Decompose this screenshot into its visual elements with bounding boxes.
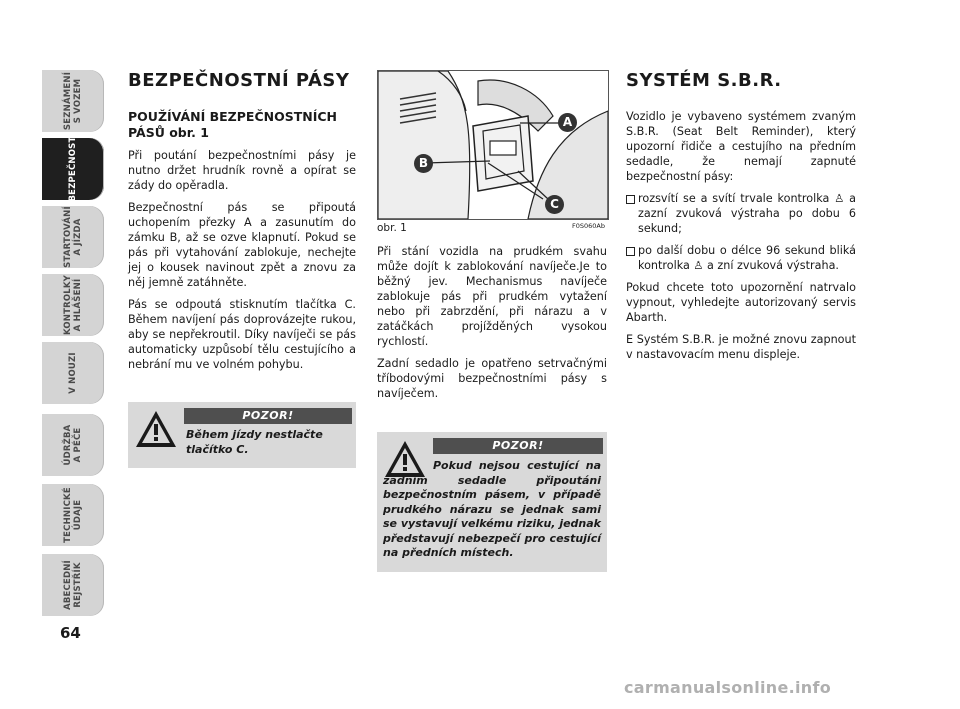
tab-bezpecnost[interactable] bbox=[42, 138, 104, 200]
figure-caption: obr. 1 bbox=[377, 222, 407, 234]
warning-text: Během jízdy nestlačte tlačítko C. bbox=[186, 428, 323, 456]
section-title: BEZPEČNOSTNÍ PÁSY bbox=[128, 70, 350, 91]
tab-label: STARTOVÁNÍ A JÍZDA bbox=[63, 206, 83, 268]
tab-kontrolky[interactable] bbox=[42, 274, 104, 336]
tab-label: V NOUZI bbox=[68, 352, 78, 394]
paragraph: Při stání vozidla na prudkém svahu může dojít k zablokování navíječe.Je to běžný jev. Mechanismus navíječe zablokuje pás při prudkém vytažení nebo při zabrzdění, při nárazu a v zatáčkách projížděných vysokou rychlostí. bbox=[377, 245, 607, 348]
column-middle bbox=[377, 244, 607, 408]
tab-seznameni[interactable] bbox=[42, 70, 104, 132]
paragraph: Při poutání bezpečnostními pásy je nutno držet hrudník rovně a opírat se zády do opěradla. bbox=[128, 149, 356, 192]
column-right bbox=[626, 70, 856, 369]
tab-label: TECHNICKÉ ÚDAJE bbox=[63, 487, 83, 543]
figure-code: F0S060Ab bbox=[572, 222, 605, 230]
warning-label: POZOR! bbox=[433, 438, 603, 454]
warning-box bbox=[128, 402, 356, 468]
tab-udrzba[interactable] bbox=[42, 414, 104, 476]
page-number: 64 bbox=[60, 624, 81, 642]
list-item bbox=[626, 191, 856, 236]
checkbox-bullet-icon bbox=[626, 195, 635, 204]
tab-rejstrik[interactable] bbox=[42, 554, 104, 616]
callout-a: A bbox=[558, 113, 577, 132]
paragraph: Pás se odpoutá stisknutím tlačítka C. Během navíjení pás doprovázejte rukou, aby se nepřekroutil. Díky navíječi se pás automaticky uzpůsobí tělu cestujícího a nebrání mu ve volném pohybu. bbox=[128, 298, 356, 371]
callout-b: B bbox=[414, 154, 433, 173]
figure-seatbelt bbox=[377, 70, 609, 220]
warning-text: Pokud nejsou cestující na zadním sedadle připoutáni bezpečnostním pásem, v případě prudkého nárazu se jednak sami se vystavují velkému riziku, jednak představují nebezpečí pro cestující na předních místech. bbox=[383, 459, 601, 559]
subsection-title: POUŽÍVÁNÍ BEZPEČNOSTNÍCH PÁSŮ obr. 1 bbox=[128, 109, 337, 140]
tab-label: ABECEDNÍ REJSTŘÍK bbox=[63, 560, 83, 610]
watermark: carmanualsonline.info bbox=[624, 678, 832, 697]
paragraph: Vozidlo je vybaveno systémem zvaným S.B.R. (Seat Belt Reminder), který upozorní řidiče a cestujího na předním sedadle, že nemají zapnuté bezpečnostní pásy: bbox=[626, 110, 856, 183]
paragraph: Zadní sedadlo je opatřeno setrvačnými tříbodovými bezpečnostními pásy s navíječem. bbox=[377, 357, 607, 400]
tab-label: BEZPEČNOST bbox=[68, 136, 78, 202]
warning-label: POZOR! bbox=[184, 408, 352, 424]
checkbox-bullet-icon bbox=[626, 247, 635, 256]
paragraph: Bezpečnostní pás se připoutá uchopením přezky A a zasunutím do zámku B, až se ozve klapnutí. Pokud se pás při vytahování zablokuje, nechejte jej o kousek navinout zpět a znovu za něj jemně zatáhněte. bbox=[128, 201, 356, 289]
column-left bbox=[128, 70, 356, 379]
list-item bbox=[626, 243, 856, 273]
tab-label: KONTROLKY A HLÁŠENÍ bbox=[63, 274, 83, 336]
tab-label: ÚDRŽBA A PÉČE bbox=[63, 424, 83, 466]
paragraph: Pokud chcete toto upozornění natrvalo vypnout, vyhledejte autorizovaný servis Abarth. bbox=[626, 281, 856, 324]
tab-technicke[interactable] bbox=[42, 484, 104, 546]
tab-label: SEZNÁMENÍ S VOZEM bbox=[63, 71, 83, 131]
warning-triangle-icon bbox=[134, 409, 178, 453]
paragraph: E Systém S.B.R. je možné znovu zapnout v nastavovacím menu displeje. bbox=[626, 333, 856, 361]
tab-v-nouzi[interactable] bbox=[42, 342, 104, 404]
list-item-text: po další dobu o délce 96 sekund bliká kontrolka ♙ a zní zvuková výstraha. bbox=[638, 244, 856, 272]
callout-c: C bbox=[545, 195, 564, 214]
warning-box bbox=[377, 432, 607, 572]
tab-startovani[interactable] bbox=[42, 206, 104, 268]
section-title: SYSTÉM S.B.R. bbox=[626, 70, 782, 91]
list-item-text: rozsvítí se a svítí trvale kontrolka ♙ a zazní zvuková výstraha po dobu 6 sekund; bbox=[638, 192, 856, 235]
